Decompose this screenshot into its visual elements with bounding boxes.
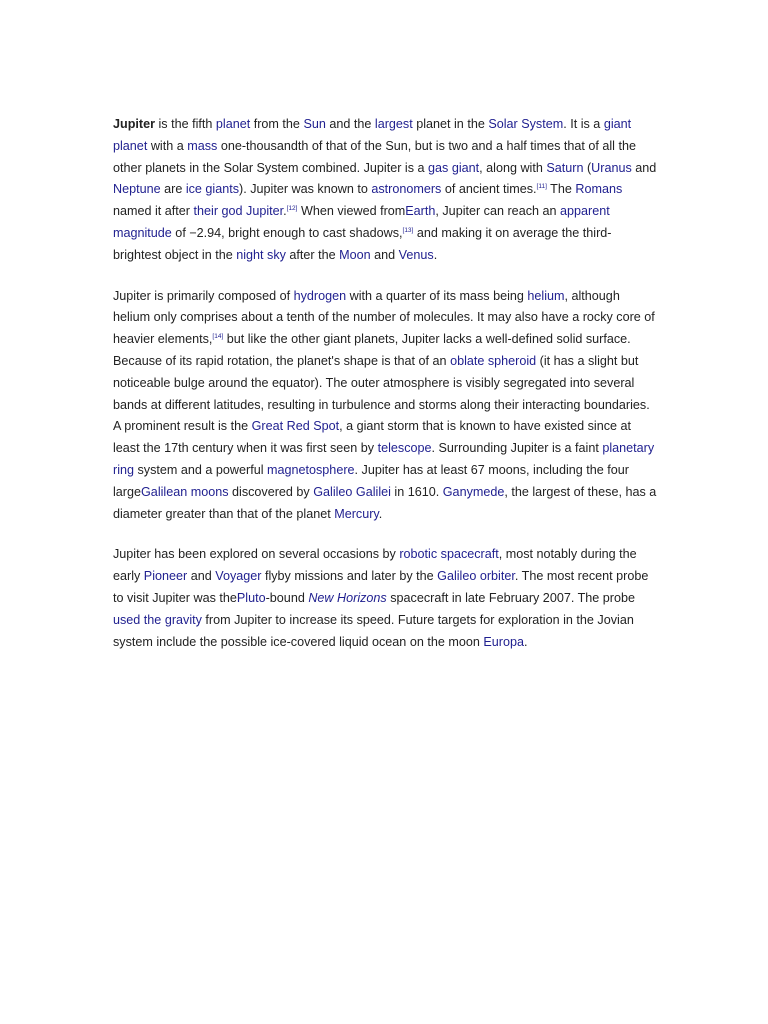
wiki-link[interactable]: giant planet [113, 117, 632, 153]
body-text: and [370, 247, 399, 262]
body-text: . [433, 247, 438, 262]
wiki-link[interactable]: magnetosphere [267, 462, 355, 477]
body-text: . The most recent probe to visit Jupiter was the [113, 569, 649, 605]
paragraph-intro [113, 114, 658, 267]
article-body [113, 114, 658, 672]
body-text: are [160, 182, 186, 197]
body-text: from the [250, 117, 304, 131]
wiki-link[interactable]: used the gravity [113, 612, 202, 627]
paragraph-composition [113, 286, 658, 526]
citation-superscript [403, 227, 414, 234]
body-text: of ancient times. [441, 182, 537, 197]
wiki-link[interactable]: Galileo Galilei [313, 484, 391, 499]
body-text: . Surrounding Jupiter is a faint [431, 441, 603, 456]
body-text: The [546, 182, 576, 197]
wiki-link[interactable]: planetary ring [113, 441, 655, 477]
wiki-link[interactable]: Pioneer [143, 569, 188, 584]
body-text: and the [325, 117, 375, 131]
body-text: of −2.94, bright enough to cast shadows, [171, 225, 403, 240]
body-text: When viewed from [297, 204, 406, 219]
paragraph-exploration [113, 544, 658, 653]
wiki-link[interactable]: Earth [405, 204, 436, 219]
wiki-link[interactable]: ice giants [185, 182, 240, 197]
citation-superscript [212, 333, 223, 340]
body-text: ( [583, 160, 592, 175]
body-text: (it has a slight but noticeable bulge around the equator). The outer atmosphere is visibly segregated into several bands at different latitudes, resulting in turbulence and storms along their interacting boundaries. A prominent result is the [113, 353, 650, 434]
body-text: Jupiter has been explored on several occasions by [113, 547, 400, 562]
body-text: , although helium only comprises about a tenth of the number of molecules. It may also have a rocky core of heavier elements, [113, 288, 655, 347]
wiki-link[interactable]: Ganymede [442, 484, 505, 499]
body-text: in 1610. [390, 484, 443, 499]
wiki-link[interactable]: Sun [303, 117, 326, 131]
wiki-link[interactable]: New Horizons [308, 590, 387, 605]
citation-superscript [537, 183, 547, 190]
body-text: , the largest of these, has a diameter greater than that of the planet [113, 484, 657, 521]
wiki-link[interactable]: night sky [236, 247, 286, 262]
wiki-link[interactable]: Mercury [334, 506, 379, 521]
body-text: . [378, 506, 383, 521]
wiki-link[interactable]: Saturn [546, 160, 584, 175]
body-text: . It is a [563, 117, 604, 131]
article-subject-bold: Jupiter [113, 117, 155, 131]
wiki-link[interactable]: gas giant [428, 160, 480, 175]
citation-link[interactable]: [14] [212, 332, 224, 340]
wiki-link[interactable]: astronomers [371, 182, 442, 197]
wiki-link[interactable]: planet [215, 117, 251, 131]
body-text: . [283, 204, 287, 219]
wiki-link[interactable]: Galilean moons [141, 484, 229, 499]
body-text: ). Jupiter was known to [239, 182, 372, 197]
body-text: is the fifth [155, 117, 216, 131]
body-text: but like the other giant planets, Jupiter lacks a well-defined solid surface. Because of its rapid rotation, the planet's shape is that of an [113, 332, 631, 368]
body-text: with a [147, 138, 188, 153]
citation-link[interactable]: [13] [402, 226, 414, 234]
wiki-link[interactable]: Galileo orbiter [437, 569, 515, 584]
wiki-link[interactable]: apparent magnitude [113, 204, 610, 240]
body-text: planet in the [412, 117, 489, 131]
citation-link[interactable]: [12] [286, 205, 298, 212]
body-text: , most notably during the early [113, 547, 637, 584]
body-text: Jupiter is primarily composed of [113, 288, 294, 303]
body-text: from Jupiter to increase its speed. Future targets for exploration in the Jovian system include the possible ice-covered liquid ocean on the moon [113, 612, 634, 649]
wiki-link[interactable]: telescope [377, 441, 432, 456]
body-text: and [631, 160, 657, 175]
wiki-link[interactable]: Europa [483, 634, 524, 649]
body-text: named it after [113, 204, 194, 219]
wiki-link[interactable]: Venus [398, 247, 434, 262]
body-text: -bound [265, 590, 309, 605]
body-text: spacecraft in late February 2007. The probe [386, 590, 636, 605]
citation-link[interactable]: [11] [536, 183, 547, 191]
body-text: with a quarter of its mass being [346, 288, 528, 303]
citation-superscript [287, 205, 298, 212]
wiki-link[interactable]: largest [374, 117, 413, 131]
wiki-link[interactable]: Romans [575, 182, 623, 197]
wiki-link[interactable]: Moon [339, 247, 371, 262]
wiki-link[interactable]: helium [527, 288, 565, 303]
body-text: , Jupiter can reach an [435, 204, 560, 219]
wiki-link[interactable]: Neptune [113, 182, 161, 197]
wiki-link[interactable]: hydrogen [293, 288, 347, 303]
wiki-link[interactable]: Great Red Spot [251, 419, 340, 434]
wiki-link[interactable]: Pluto [236, 590, 266, 605]
body-text: . Jupiter has at least 67 moons, including the four large [113, 462, 629, 499]
body-text: one-thousandth of that of the Sun, but is two and a half times that of all the other planets in the Solar System combined. Jupiter is a [113, 138, 636, 175]
body-text: after the [285, 247, 340, 262]
wiki-link[interactable]: Uranus [591, 160, 632, 175]
body-text: and making it on average the third-brightest object in the [113, 225, 612, 262]
wiki-link[interactable]: mass [187, 138, 218, 153]
body-text: system and a powerful [134, 462, 267, 477]
body-text: discovered by [228, 484, 314, 499]
body-text: , along with [479, 160, 547, 175]
wiki-link[interactable]: robotic spacecraft [399, 547, 499, 562]
body-text: and [187, 569, 216, 584]
wiki-link[interactable]: Solar System [488, 117, 564, 131]
wiki-link[interactable]: their god Jupiter [193, 204, 284, 219]
body-text: flyby missions and later by the [261, 569, 438, 584]
body-text: , a giant storm that is known to have existed since at least the 17th century when it was first seen by [113, 419, 632, 456]
body-text: . [523, 634, 528, 649]
wiki-link[interactable]: oblate spheroid [450, 353, 537, 368]
wiki-link[interactable]: Voyager [215, 569, 262, 584]
